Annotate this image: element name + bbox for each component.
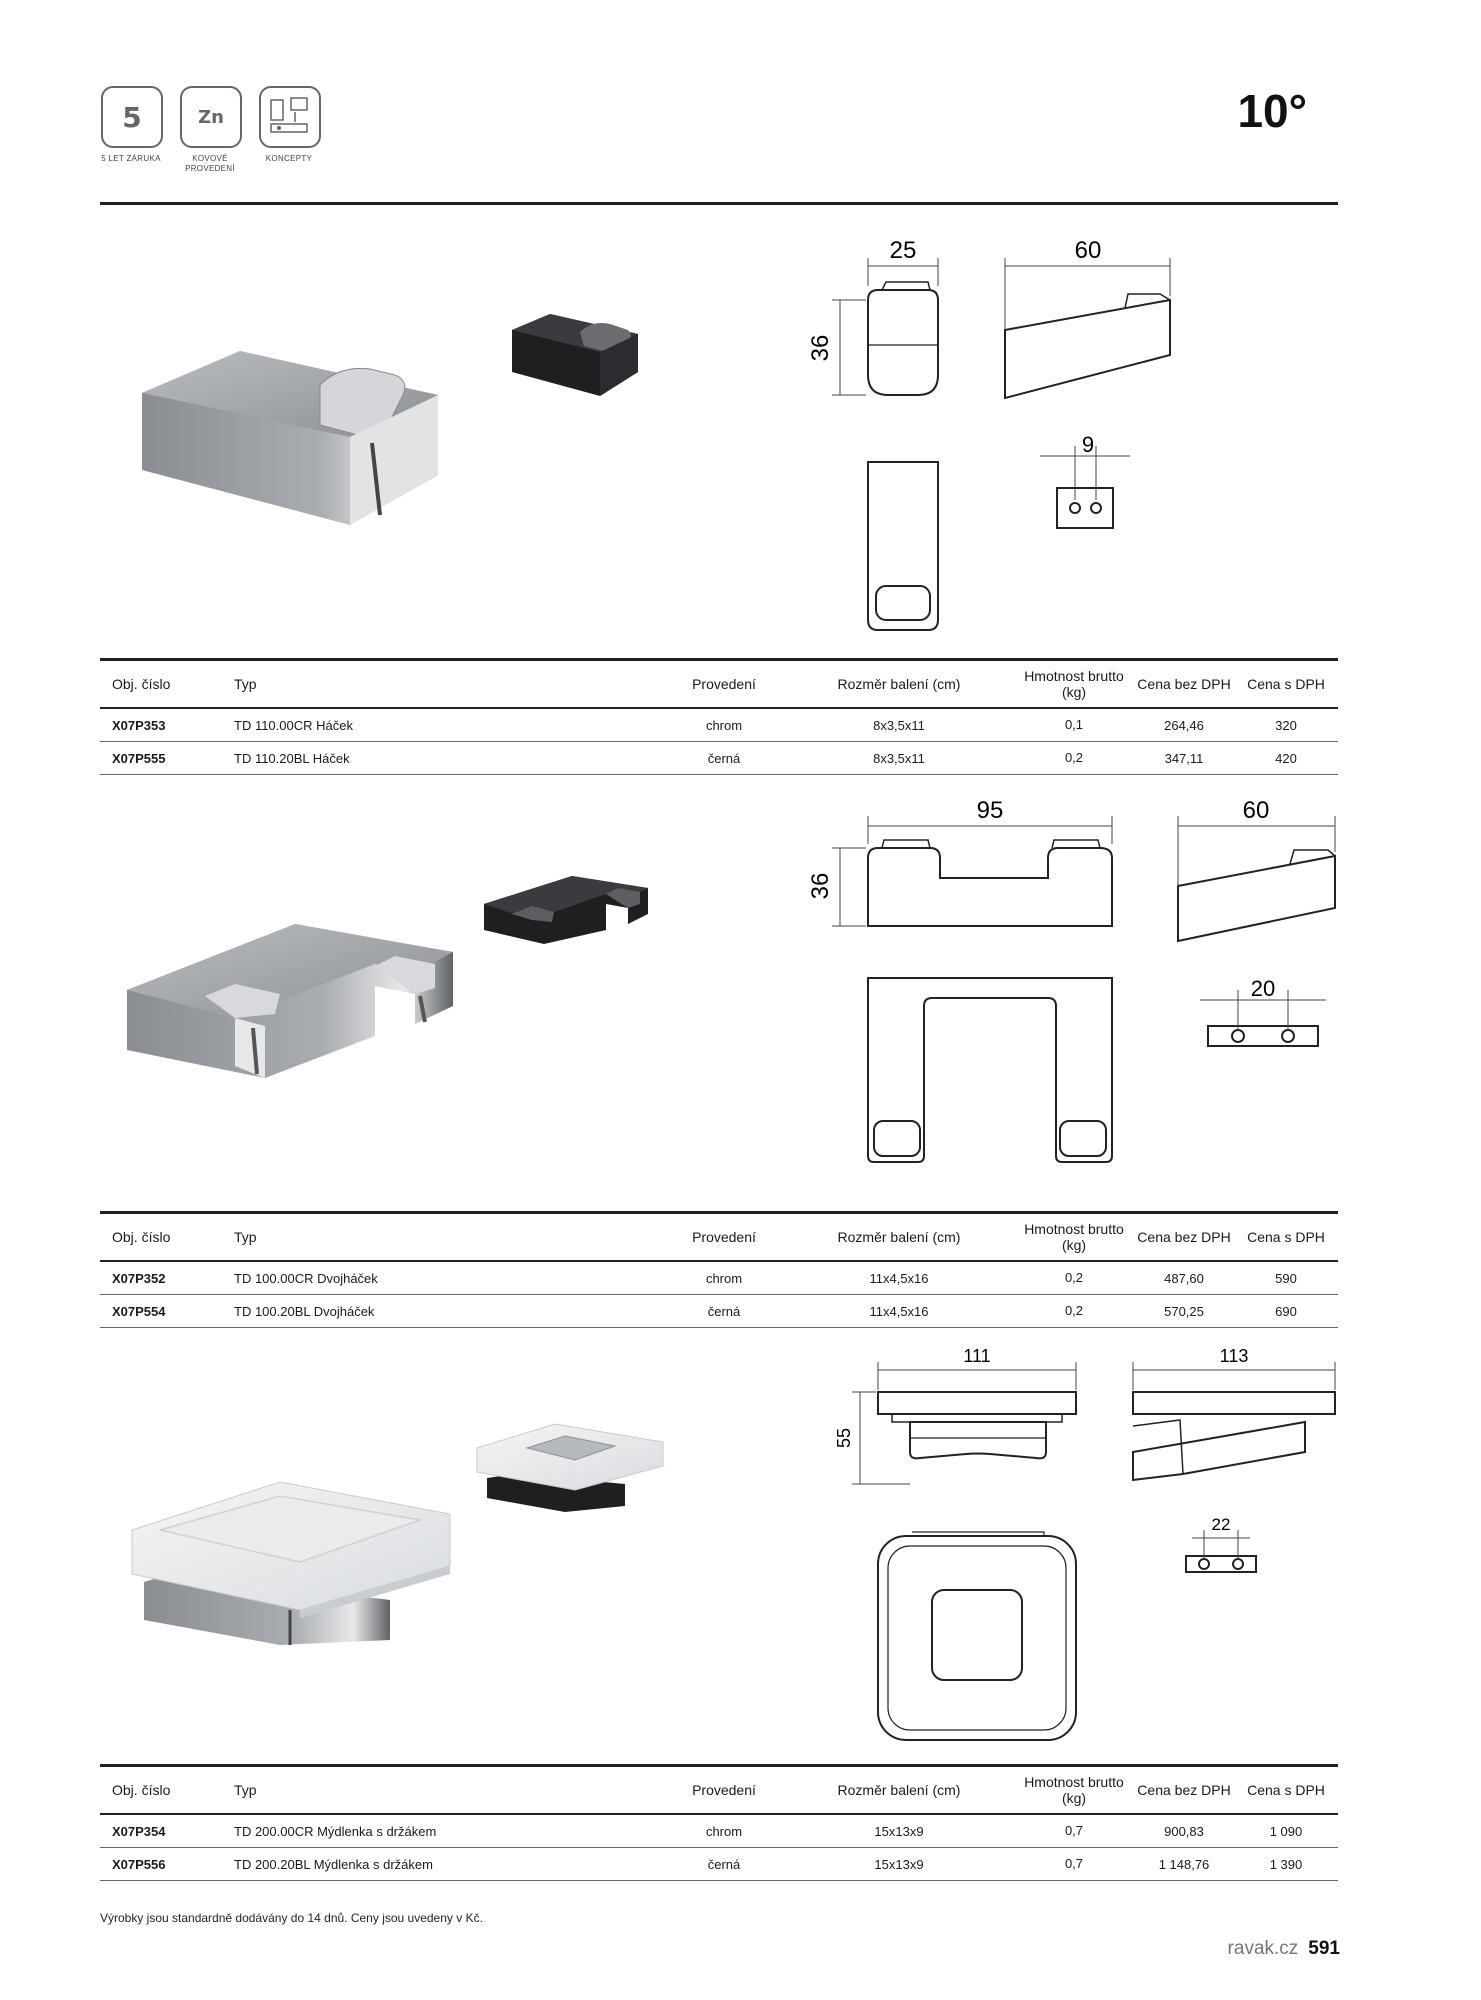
cell-typ: TD 110.00CR Háček bbox=[234, 717, 353, 733]
cell-provedeni: černá bbox=[707, 750, 741, 766]
cell-cena-s: 1 390 bbox=[1269, 1856, 1303, 1872]
table-row bbox=[100, 1814, 1338, 1848]
col-cena-bez: Cena bez DPH bbox=[1137, 1782, 1231, 1798]
cell-rozmer: 11x4,5x16 bbox=[869, 1270, 929, 1286]
five-years-warranty-icon bbox=[101, 86, 163, 148]
table-header-row bbox=[100, 1766, 1338, 1815]
table-header-row bbox=[100, 1213, 1338, 1262]
cell-hmotnost: 0,1 bbox=[1064, 717, 1084, 732]
cell-cena-s: 320 bbox=[1275, 717, 1297, 733]
cell-rozmer: 15x13x9 bbox=[874, 1823, 924, 1839]
col-provedeni: Provedení bbox=[692, 1782, 756, 1798]
col-provedeni: Provedení bbox=[692, 1229, 756, 1245]
col-typ: Typ bbox=[234, 1229, 257, 1245]
col-code: Obj. číslo bbox=[112, 1782, 171, 1798]
cell-hmotnost: 0,7 bbox=[1064, 1856, 1084, 1871]
cell-code: X07P352 bbox=[112, 1270, 166, 1286]
badge-symbol: Zn bbox=[198, 106, 224, 128]
cell-hmotnost: 0,2 bbox=[1064, 1270, 1084, 1285]
bathroom-icon bbox=[267, 94, 313, 140]
cell-code: X07P556 bbox=[112, 1856, 166, 1872]
col-rozmer: Rozměr balení (cm) bbox=[837, 1229, 961, 1245]
dim-holes-label: 20 bbox=[1250, 976, 1276, 1001]
cell-cena-bez: 487,60 bbox=[1164, 1270, 1204, 1286]
table-row bbox=[100, 1848, 1338, 1881]
cell-provedeni: černá bbox=[707, 1303, 741, 1319]
table-row bbox=[100, 708, 1338, 742]
dim-holes-label: 22 bbox=[1211, 1515, 1231, 1534]
col-rozmer: Rozměr balení (cm) bbox=[837, 1782, 961, 1798]
cell-typ: TD 110.20BL Háček bbox=[234, 750, 350, 766]
cell-provedeni: chrom bbox=[705, 1823, 743, 1839]
cell-rozmer: 8x3,5x11 bbox=[873, 750, 925, 766]
product-photo-hook-black bbox=[510, 310, 640, 400]
delivery-note: Výrobky jsou standardně dodávány do 14 dnů. Ceny jsou uvedeny v Kč. bbox=[100, 1911, 483, 1925]
cell-cena-bez: 1 148,76 bbox=[1158, 1856, 1210, 1872]
cell-typ: TD 200.20BL Mýdlenka s držákem bbox=[234, 1856, 433, 1872]
cell-cena-bez: 900,83 bbox=[1164, 1823, 1204, 1839]
cell-hmotnost: 0,2 bbox=[1064, 1303, 1084, 1318]
col-typ: Typ bbox=[234, 676, 257, 692]
col-typ: Typ bbox=[234, 1782, 257, 1798]
col-code: Obj. číslo bbox=[112, 1229, 171, 1245]
dim-width-label: 25 bbox=[889, 237, 917, 264]
badge-symbol: 5 bbox=[122, 100, 142, 134]
cell-cena-bez: 347,11 bbox=[1164, 750, 1204, 766]
product-table-hook bbox=[100, 658, 1338, 775]
col-hmotnost: Hmotnost brutto (kg) bbox=[1024, 668, 1124, 700]
cell-cena-bez: 570,25 bbox=[1164, 1303, 1204, 1319]
cell-provedeni: chrom bbox=[705, 717, 743, 733]
cell-hmotnost: 0,2 bbox=[1064, 750, 1084, 765]
cell-code: X07P554 bbox=[112, 1303, 166, 1319]
website-link[interactable]: ravak.cz bbox=[1227, 1938, 1299, 1959]
cell-cena-bez: 264,46 bbox=[1164, 717, 1204, 733]
product-photo-double-hook-chrome bbox=[125, 918, 465, 1078]
cell-provedeni: chrom bbox=[705, 1270, 743, 1286]
col-cena-s: Cena s DPH bbox=[1247, 1782, 1325, 1798]
cell-provedeni: černá bbox=[707, 1856, 741, 1872]
cell-code: X07P555 bbox=[112, 750, 166, 766]
dim-width-label: 111 bbox=[963, 1346, 991, 1366]
col-hmotnost: Hmotnost brutto (kg) bbox=[1024, 1221, 1124, 1253]
cell-rozmer: 8x3,5x11 bbox=[873, 717, 925, 733]
cell-hmotnost: 0,7 bbox=[1064, 1823, 1084, 1838]
dim-depth-label: 60 bbox=[1242, 797, 1270, 824]
dim-height-label: 36 bbox=[807, 872, 834, 900]
col-hmotnost: Hmotnost brutto (kg) bbox=[1024, 1774, 1124, 1806]
cell-typ: TD 200.00CR Mýdlenka s držákem bbox=[234, 1823, 437, 1839]
col-cena-bez: Cena bez DPH bbox=[1137, 1229, 1231, 1245]
table-row bbox=[100, 1261, 1338, 1295]
product-table-soap-dish bbox=[100, 1764, 1338, 1881]
dimension-drawing-double-hook bbox=[800, 786, 1340, 1168]
col-cena-s: Cena s DPH bbox=[1247, 676, 1325, 692]
product-photo-hook-chrome bbox=[140, 345, 450, 530]
col-cena-bez: Cena bez DPH bbox=[1137, 676, 1231, 692]
cell-cena-s: 690 bbox=[1275, 1303, 1297, 1319]
dim-height-label: 36 bbox=[807, 334, 834, 362]
concepts-bathroom-icon bbox=[259, 86, 321, 148]
col-code: Obj. číslo bbox=[112, 676, 171, 692]
col-cena-s: Cena s DPH bbox=[1247, 1229, 1325, 1245]
product-photo-double-hook-black bbox=[482, 872, 652, 944]
cell-rozmer: 11x4,5x16 bbox=[869, 1303, 929, 1319]
dim-holes-label: 9 bbox=[1081, 432, 1095, 457]
table-row bbox=[100, 742, 1338, 775]
cell-cena-s: 1 090 bbox=[1269, 1823, 1303, 1839]
product-table-double-hook bbox=[100, 1211, 1338, 1328]
dim-depth-label: 113 bbox=[1219, 1346, 1249, 1366]
badge-caption: KONCEPTY bbox=[265, 154, 313, 163]
cell-cena-s: 420 bbox=[1275, 750, 1297, 766]
table-row bbox=[100, 1295, 1338, 1328]
col-provedeni: Provedení bbox=[692, 676, 756, 692]
page-number: 591 bbox=[1308, 1938, 1340, 1959]
page-footer bbox=[1228, 1938, 1340, 1960]
cell-code: X07P354 bbox=[112, 1823, 166, 1839]
table-header-row bbox=[100, 660, 1338, 709]
dimension-drawing-soap-dish bbox=[830, 1340, 1340, 1752]
badge-caption: KOVOVÉ PROVEDENÍ bbox=[185, 154, 235, 173]
product-photo-soap-dish-chrome bbox=[130, 1470, 460, 1645]
col-rozmer: Rozměr balení (cm) bbox=[837, 676, 961, 692]
header-divider bbox=[100, 202, 1338, 205]
cell-typ: TD 100.20BL Dvojháček bbox=[234, 1303, 375, 1319]
cell-typ: TD 100.00CR Dvojháček bbox=[234, 1270, 378, 1286]
cell-rozmer: 15x13x9 bbox=[874, 1856, 924, 1872]
cell-code: X07P353 bbox=[112, 717, 166, 733]
cell-cena-s: 590 bbox=[1275, 1270, 1297, 1286]
product-photo-soap-dish-black bbox=[475, 1420, 665, 1512]
dim-width-label: 95 bbox=[976, 797, 1004, 824]
dimension-drawing-hook bbox=[800, 230, 1200, 640]
series-title: 10° bbox=[1237, 85, 1307, 137]
dim-depth-label: 60 bbox=[1074, 237, 1102, 264]
badge-caption: 5 LET ZÁRUKA bbox=[101, 154, 161, 163]
dim-height-label: 55 bbox=[834, 1427, 854, 1449]
zinc-metal-icon bbox=[180, 86, 242, 148]
